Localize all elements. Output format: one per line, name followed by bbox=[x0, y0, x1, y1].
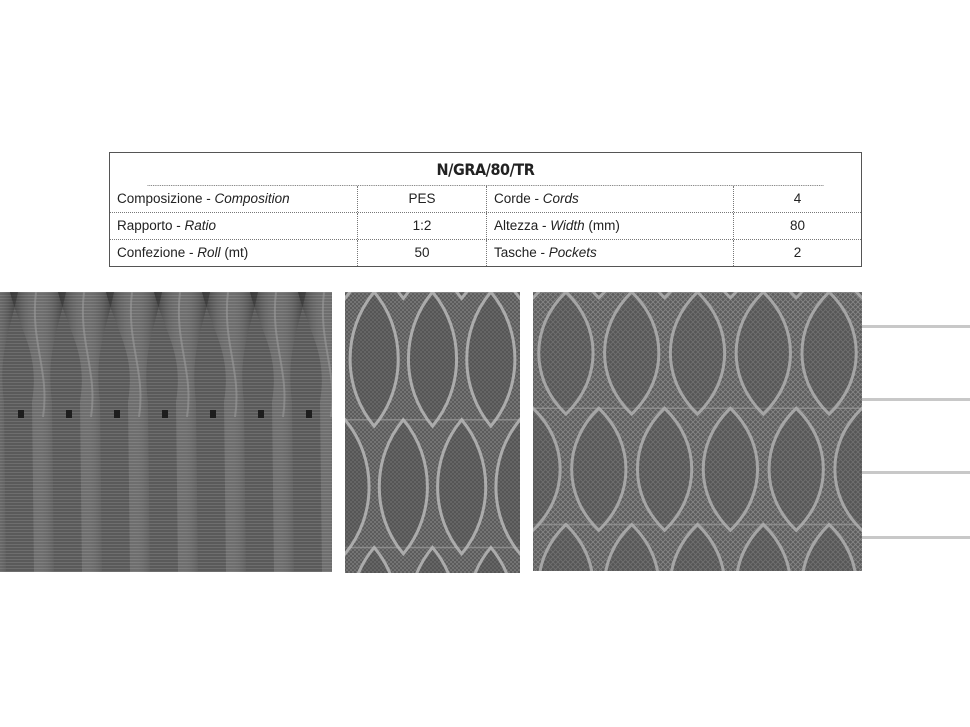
pockets-value: 2 bbox=[793, 245, 802, 260]
cords-label: Corde - Cords bbox=[487, 186, 734, 212]
cord-line bbox=[862, 325, 970, 328]
pockets-label: Tasche - Pockets bbox=[487, 240, 734, 266]
cord-line bbox=[862, 471, 970, 474]
spec-row-composition bbox=[110, 186, 861, 212]
spec-row-ratio bbox=[110, 212, 861, 239]
pleat-pocket bbox=[306, 410, 312, 418]
ratio-label: Rapporto - Ratio bbox=[110, 213, 358, 239]
pleat-pocket bbox=[210, 410, 216, 418]
spec-table bbox=[109, 152, 862, 267]
width-label: Altezza - Width (mm) bbox=[487, 213, 734, 239]
roll-value: 50 bbox=[358, 240, 487, 266]
pleat-pocket bbox=[66, 410, 72, 418]
product-code-title: N/GRA/80/TR bbox=[148, 153, 824, 186]
pleat-pocket bbox=[18, 410, 24, 418]
composition-value: PES bbox=[358, 186, 487, 212]
pleat-pocket bbox=[114, 410, 120, 418]
pleat-pocket bbox=[258, 410, 264, 418]
spec-row-roll bbox=[110, 239, 861, 266]
ratio-value: 1:2 bbox=[358, 213, 487, 239]
cord-line bbox=[862, 398, 970, 401]
pleat-pocket bbox=[162, 410, 168, 418]
width-value: 80 bbox=[789, 218, 806, 233]
tape-detail-photo bbox=[533, 292, 862, 571]
roll-label: Confezione - Roll (mt) bbox=[110, 240, 358, 266]
pleated-curtain-photo bbox=[0, 292, 332, 572]
tape-closeup-photo bbox=[345, 292, 520, 573]
cord-line bbox=[862, 536, 970, 539]
composition-label: Composizione - Composition bbox=[110, 186, 358, 212]
cords-value: 4 bbox=[793, 191, 802, 206]
